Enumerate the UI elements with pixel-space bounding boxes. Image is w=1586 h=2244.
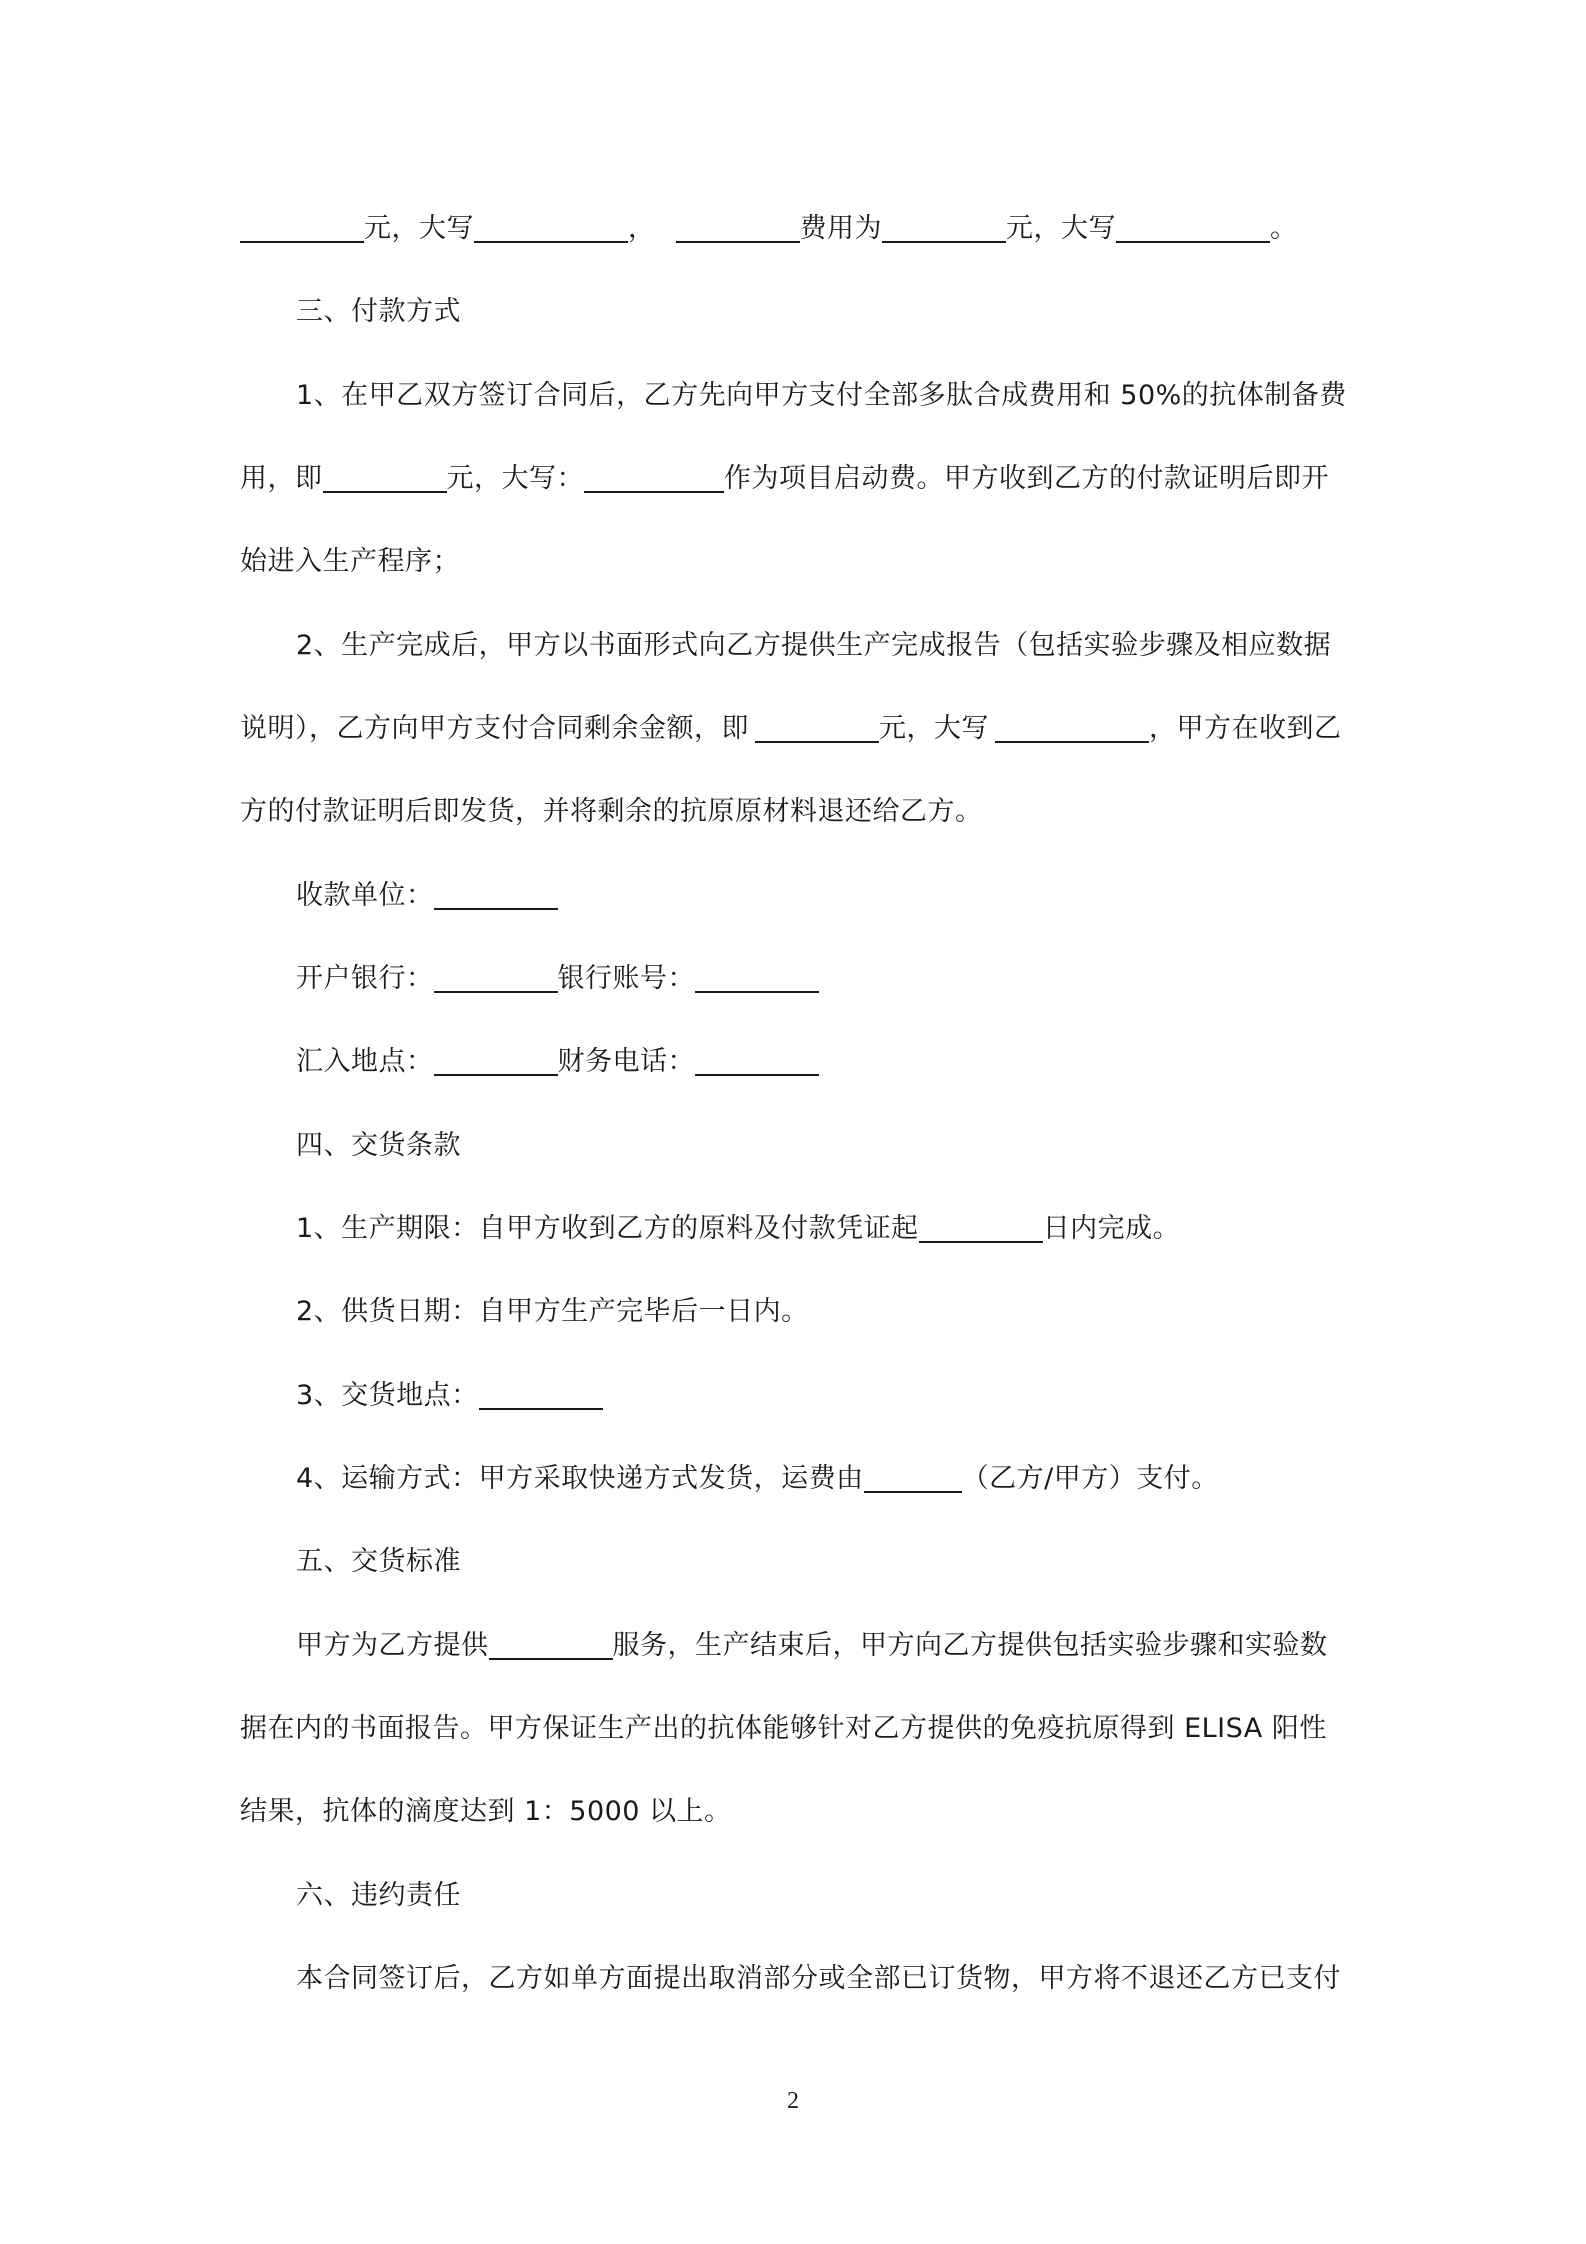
paragraph-line: 1、在甲乙双方签订合同后，乙方先向甲方支付全部多肽合成费用和 50%的抗体制备费	[296, 380, 1347, 411]
paragraph-line: 方的付款证明后即发货，并将剩余的抗原原材料退还给乙方。	[240, 796, 983, 827]
text-segment: 说明），乙方向甲方支付合同剩余金额，即	[240, 713, 749, 744]
paragraph-line	[296, 1209, 1350, 1249]
amount-words-blank[interactable]	[584, 461, 724, 493]
paragraph-line	[296, 1626, 1350, 1666]
text-segment: 作为项目启动费。甲方收到乙方的付款证明后即开	[724, 463, 1329, 494]
amount-blank[interactable]	[755, 711, 879, 743]
text-segment: 甲方为乙方提供	[296, 1630, 489, 1661]
paragraph-line	[240, 459, 1350, 499]
text-segment: 元，大写	[364, 213, 474, 244]
text-segment: （乙方/甲方）支付。	[961, 1463, 1219, 1494]
payee-line	[296, 876, 1350, 916]
section-heading-liability: 六、违约责任	[296, 1880, 461, 1911]
days-blank[interactable]	[919, 1211, 1043, 1243]
amount-words-blank[interactable]	[1116, 211, 1270, 243]
field-label: 银行账号：	[557, 963, 695, 994]
text-segment: 4、运输方式：甲方采取快递方式发货，运费由	[296, 1463, 864, 1494]
fee-amount-line	[240, 209, 1350, 249]
text-segment: 3、交货地点：	[296, 1380, 479, 1411]
text-segment: 用，即	[240, 463, 323, 494]
text-segment: 1、生产期限：自甲方收到乙方的原料及付款凭证起	[296, 1213, 919, 1244]
section-heading-delivery: 四、交货条款	[296, 1130, 461, 1161]
paragraph-line: 结果，抗体的滴度达到 1：5000 以上。	[240, 1796, 732, 1827]
text-segment: 费用为	[799, 213, 882, 244]
finance-phone-blank[interactable]	[695, 1044, 819, 1076]
fee-item-blank[interactable]	[676, 211, 800, 243]
text-segment: 服务，生产结束后，甲方向乙方提供包括实验步骤和实验数	[612, 1630, 1328, 1661]
paragraph-line: 据在内的书面报告。甲方保证生产出的抗体能够针对乙方提供的免疫抗原得到 ELISA 阳性	[240, 1713, 1327, 1744]
freight-payer-blank[interactable]	[864, 1461, 962, 1493]
section-heading-payment: 三、付款方式	[296, 296, 461, 327]
remit-line	[296, 1042, 1350, 1082]
bank-name-blank[interactable]	[434, 961, 558, 993]
text-segment: ，	[628, 213, 656, 244]
text-segment: 。	[1270, 213, 1298, 244]
amount-blank[interactable]	[882, 211, 1006, 243]
field-label: 财务电话：	[557, 1046, 695, 1077]
text-segment: 元，大写	[1006, 213, 1116, 244]
text-segment: 元，大写	[879, 713, 989, 744]
service-blank[interactable]	[489, 1628, 613, 1660]
paragraph-line: 本合同签订后，乙方如单方面提出取消部分或全部已订货物，甲方将不退还乙方已支付	[296, 1963, 1341, 1994]
field-label: 开户银行：	[296, 963, 434, 994]
remit-location-blank[interactable]	[434, 1044, 558, 1076]
field-label: 收款单位：	[296, 880, 434, 911]
account-number-blank[interactable]	[695, 961, 819, 993]
payee-blank[interactable]	[434, 878, 558, 910]
delivery-location-blank[interactable]	[479, 1378, 603, 1410]
paragraph-line	[296, 1376, 1350, 1416]
text-segment: 日内完成。	[1042, 1213, 1181, 1244]
field-label: 汇入地点：	[296, 1046, 434, 1077]
paragraph-line: 始进入生产程序；	[240, 546, 460, 577]
page-number: 2	[787, 2088, 799, 2114]
amount-words-blank[interactable]	[995, 711, 1149, 743]
paragraph-line: 2、供货日期：自甲方生产完毕后一日内。	[296, 1296, 809, 1327]
text-segment: ，甲方在收到乙	[1149, 713, 1342, 744]
amount-blank[interactable]	[240, 211, 364, 243]
paragraph-line	[296, 1459, 1350, 1499]
text-segment: 元，大写：	[446, 463, 584, 494]
paragraph-line	[240, 709, 1350, 749]
section-heading-standard: 五、交货标准	[296, 1546, 461, 1577]
paragraph-line: 2、生产完成后，甲方以书面形式向乙方提供生产完成报告（包括实验步骤及相应数据	[296, 630, 1332, 661]
amount-blank[interactable]	[323, 461, 447, 493]
bank-line	[296, 959, 1350, 999]
amount-words-blank[interactable]	[474, 211, 628, 243]
